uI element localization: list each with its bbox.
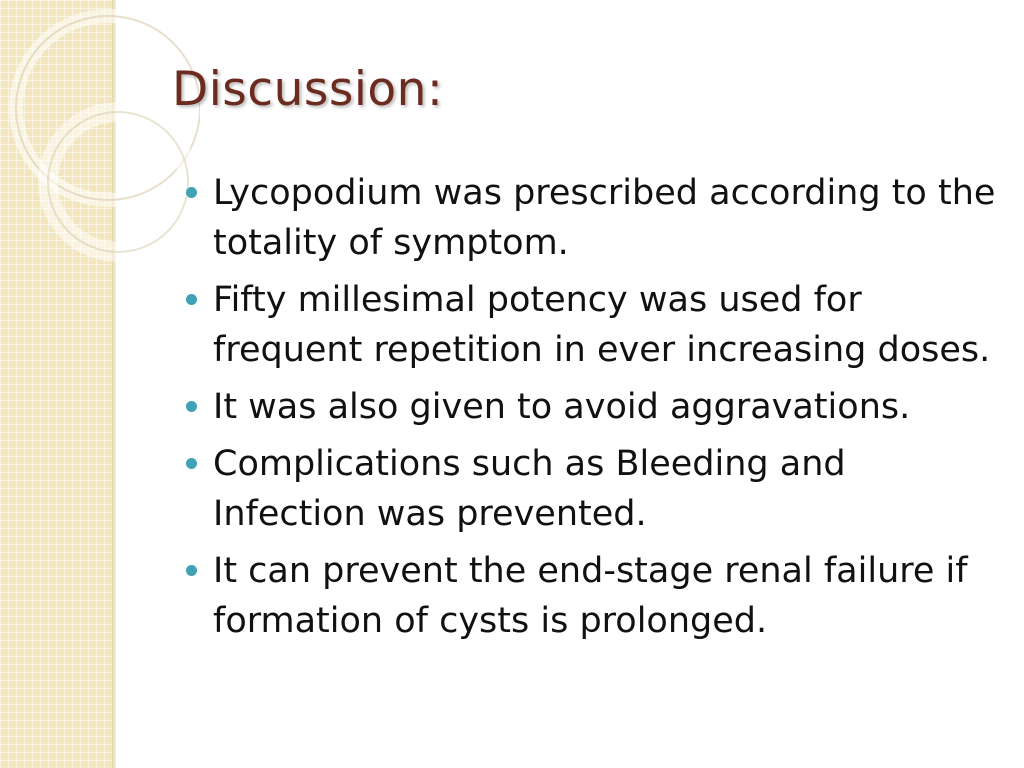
bullet-item	[186, 546, 1006, 646]
bullet-text: It can prevent the end-stage renal failure if formation of cysts is prolonged.	[213, 551, 968, 641]
bullet-marker-icon	[186, 565, 197, 576]
decorative-circles	[0, 0, 200, 320]
bullet-item	[186, 439, 1006, 539]
bullet-text: It was also given to avoid aggravations.	[213, 387, 911, 427]
bullet-marker-icon	[186, 458, 197, 469]
bullet-text: Lycopodium was prescribed according to the totality of symptom.	[213, 173, 996, 263]
bullet-marker-icon	[186, 401, 197, 412]
bullet-marker-icon	[186, 187, 197, 198]
slide-title: Discussion:	[172, 62, 444, 117]
bullet-item	[186, 168, 1006, 268]
bullet-item	[186, 275, 1006, 375]
bullet-list	[186, 168, 1006, 653]
bullet-marker-icon	[186, 294, 197, 305]
bullet-text: Fifty millesimal potency was used for frequent repetition in ever increasing doses.	[213, 280, 991, 370]
bullet-text: Complications such as Bleeding and Infection was prevented.	[213, 444, 846, 534]
bullet-item	[186, 382, 1006, 432]
